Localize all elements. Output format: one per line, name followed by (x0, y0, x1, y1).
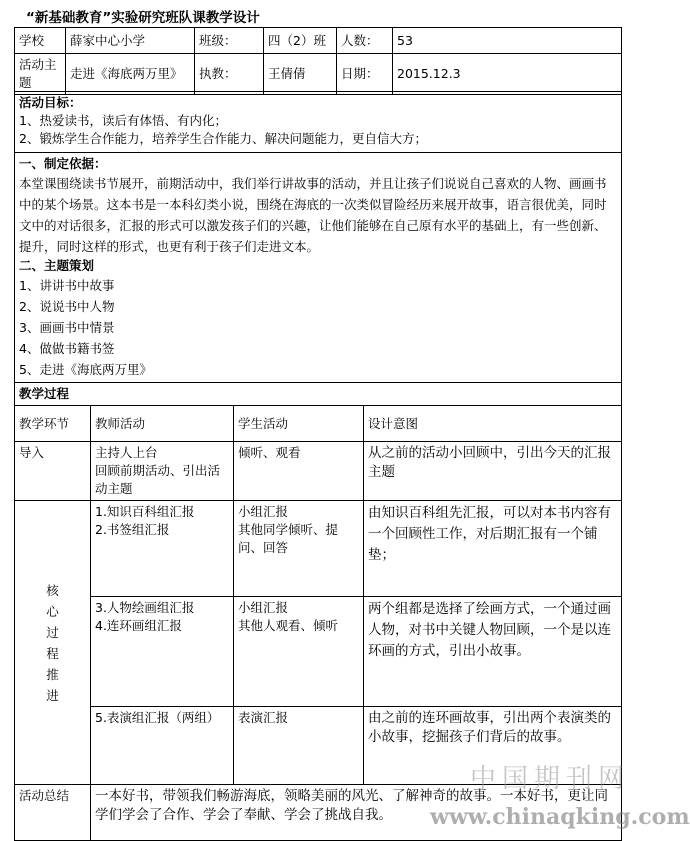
teacher-label: 执教： (195, 54, 264, 95)
info-table (14, 27, 622, 95)
core-design-intent: 两个组都是选择了绘画方式，一个通过画人物，对书中关键人物回顾，一个是以连环画的方式，引出小故事。 (364, 597, 622, 707)
count-value: 53 (393, 28, 622, 54)
column-header: 教学环节 (15, 406, 91, 442)
student-activity-line: 其他同学倾听、提问、回答 (238, 522, 339, 555)
school-value: 薛家中心小学 (66, 28, 195, 54)
teacher-activity-line: 4.连环画组汇报 (95, 618, 182, 633)
stage-core-char: 过 (46, 624, 59, 640)
basis-heading: 一、制定依据： (19, 156, 107, 171)
core-design-intent: 由之前的连环画故事，引出两个表演类的小故事，挖掘孩子们背后的故事。 (364, 707, 622, 785)
column-header: 学生活动 (234, 406, 364, 442)
goal-item: 1、热爱读书，读后有体悟、有内化； (19, 113, 227, 128)
stage-core-char: 推 (46, 666, 59, 682)
plan-item: 3、画画书中情景 (19, 320, 115, 335)
student-activity-line: 小组汇报 (238, 600, 289, 615)
intro-student-activity: 倾听、观看 (234, 442, 364, 501)
basis-text: 本堂课围绕读书节展开，前期活动中，我们举行讲故事的活动，并且让孩子们说说自己喜欢的人物、画画书中的某个场景。这本书是一本科幻类小说，围绕在海底的一次类似冒险经历来展开故事，语言很优美，同时文中的对话很多，汇报的形式可以激发孩子们的兴趣，让他们能够在自己原有水平的基础上，有一些创新、提升，同时这样的形式，也更有利于孩子们走进文本。 (19, 176, 607, 254)
stage-summary: 活动总结 (15, 785, 91, 841)
teacher-activity-line: 回顾前期活动、引出活动主题 (95, 463, 221, 496)
class-value: 四（2）班 (264, 28, 337, 54)
summary-text: 一本好书，带领我们畅游海底，领略美丽的风光、了解神奇的故事。一本好书，更让同学们学会了合作、学会了奉献、学会了挑战自我。 (91, 785, 622, 841)
core-student-activity (234, 501, 364, 597)
stage-core-char: 心 (46, 603, 59, 619)
theme-label: 活动主题 (15, 54, 66, 95)
process-heading: 教学过程 (15, 383, 622, 406)
watermark-logo-text: 中国期刊网 (470, 764, 631, 794)
student-activity-line: 小组汇报 (238, 504, 289, 519)
plan-item: 2、说说书中人物 (19, 299, 115, 314)
document-title: “新基础教育”实验研究班队课教学设计 (26, 10, 260, 26)
goals-section (15, 92, 622, 153)
count-label: 人数： (337, 28, 393, 54)
core-student-activity (234, 707, 364, 785)
stage-core-process (15, 501, 91, 785)
plan-item: 4、做做书籍书签 (19, 341, 115, 356)
student-activity-line: 其他人观看、倾听 (238, 618, 339, 633)
date-label: 日期： (337, 54, 393, 95)
goal-item: 2、锻炼学生合作能力，培养学生合作能力、解决问题能力，更自信大方； (19, 131, 427, 146)
plan-item: 1、讲讲书中故事 (19, 278, 115, 293)
intro-design-intent: 从之前的活动小回顾中，引出今天的汇报主题 (364, 442, 622, 501)
core-teacher-activity (91, 707, 234, 785)
goals-heading: 活动目标： (19, 95, 82, 110)
basis-section (15, 153, 622, 383)
core-design-intent: 由知识百科组先汇报，可以对本书内容有一个回顾性工作，对后期汇报有一个铺垫； (364, 501, 622, 597)
main-table (14, 91, 622, 841)
stage-core-char: 进 (46, 687, 59, 703)
teacher-activity-line: 1.知识百科组汇报 (95, 504, 195, 519)
teacher-activity-line: 2.书签组汇报 (95, 522, 170, 537)
theme-value: 走进《海底两万里》 (66, 54, 195, 95)
stage-intro: 导入 (15, 442, 91, 501)
stage-core-char: 程 (46, 645, 59, 661)
teacher-activity-line: 3.人物绘画组汇报 (95, 600, 195, 615)
core-teacher-activity (91, 597, 234, 707)
plan-item: 5、走进《海底两万里》 (19, 362, 152, 377)
column-header: 设计意图 (364, 406, 622, 442)
core-student-activity (234, 597, 364, 707)
teacher-activity-line: 主持人上台 (95, 445, 158, 460)
column-header: 教师活动 (91, 406, 234, 442)
teacher-value: 王倩倩 (264, 54, 337, 95)
teacher-activity-line: 5.表演组汇报（两组） (95, 710, 220, 725)
stage-core-char: 核 (46, 582, 59, 598)
plan-heading: 二、主题策划 (19, 258, 95, 273)
student-activity-line: 表演汇报 (238, 710, 289, 725)
school-label: 学校 (15, 28, 66, 54)
watermark-url: www.chinaqking.com (430, 804, 690, 830)
core-teacher-activity (91, 501, 234, 597)
date-value: 2015.12.3 (393, 54, 622, 95)
class-label: 班级： (195, 28, 264, 54)
intro-teacher-activity (91, 442, 234, 501)
